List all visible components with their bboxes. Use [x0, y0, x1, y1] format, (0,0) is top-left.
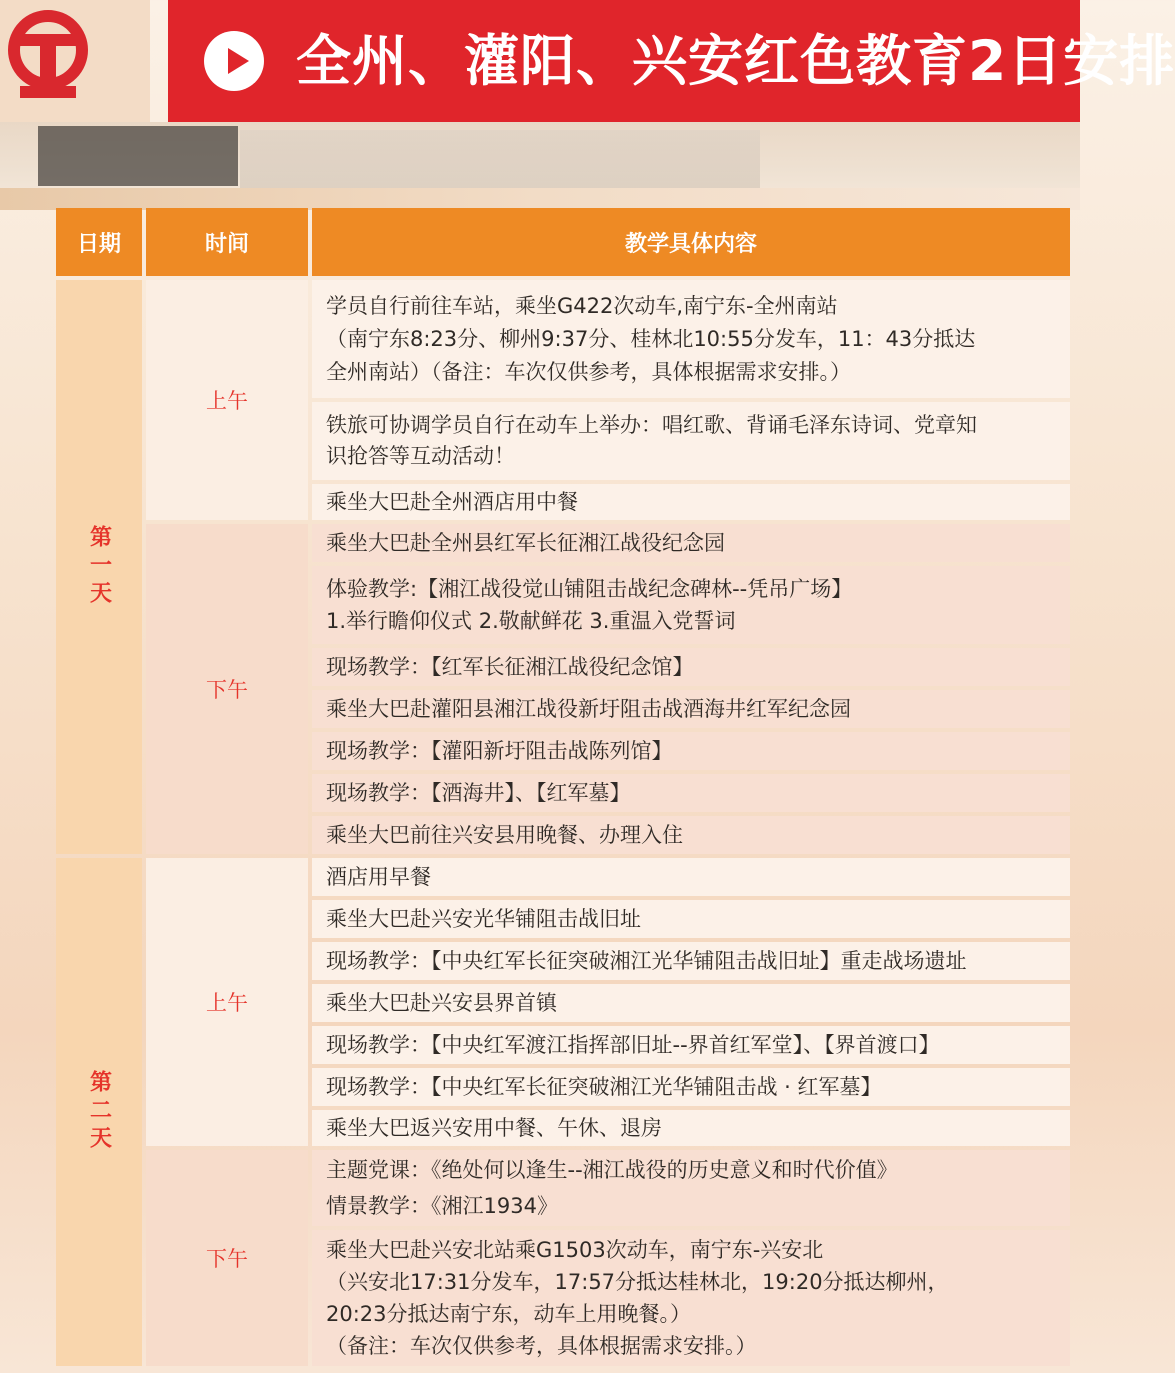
row-text: 现场教学：【酒海井】、【红军墓】: [326, 780, 631, 805]
schedule-row: [312, 942, 1070, 980]
monument-board-image: [38, 126, 238, 186]
header-content: 教学具体内容: [312, 208, 1070, 276]
row-text: 1.举行瞻仰仪式 2.敬献鲜花 3.重温入党誓词: [326, 609, 736, 633]
day-2-afternoon-label: 下午: [146, 1150, 308, 1366]
ground-image: [0, 188, 1080, 210]
schedule-row: [312, 524, 1070, 562]
day-1-afternoon-label: 下午: [146, 524, 308, 854]
header-date: 日期: [56, 208, 142, 276]
schedule-row: [312, 774, 1070, 812]
railway-emblem-icon: [6, 8, 98, 108]
row-text: （南宁东8:23分、柳州9:37分、桂林北10:55分发车，11：43分抵达: [326, 326, 976, 351]
day-1-morning-label: 上午: [146, 280, 308, 520]
header-time: 时间: [146, 208, 308, 276]
schedule-row: [312, 280, 1070, 398]
day-2-label: 第二天: [56, 858, 142, 1366]
schedule-row: [312, 732, 1070, 770]
row-text: 现场教学：【灌阳新圩阻击战陈列馆】: [326, 738, 673, 763]
row-text: 酒店用早餐: [326, 864, 431, 889]
row-text: 乘坐大巴赴兴安县界首镇: [326, 990, 557, 1015]
row-text: 主题党课：《绝处何以逢生--湘江战役的历史意义和时代价值》: [326, 1158, 898, 1182]
schedule-row: [312, 900, 1070, 938]
play-icon: [204, 31, 264, 91]
schedule-row: [312, 690, 1070, 728]
page-title: 全州、灌阳、兴安红色教育2日安排: [296, 29, 1175, 93]
row-text: 情景教学：《湘江1934》: [326, 1194, 558, 1218]
row-text: 乘坐大巴赴全州酒店用中餐: [326, 489, 578, 514]
row-text: 铁旅可协调学员自行在动车上举办：唱红歌、背诵毛泽东诗词、党章知: [326, 413, 977, 437]
schedule-row: [312, 402, 1070, 480]
row-text: 现场教学：【中央红军渡江指挥部旧址--界首红军堂】、【界首渡口】: [326, 1032, 940, 1057]
row-text: 体验教学:【湘江战役觉山铺阻击战纪念碑林--凭吊广场】: [326, 577, 853, 601]
schedule-row: [312, 484, 1070, 520]
day-1-label: 第一天: [56, 280, 142, 854]
row-text: 乘坐大巴前往兴安县用晚餐、办理入住: [326, 822, 683, 847]
row-text: 乘坐大巴赴灌阳县湘江战役新圩阻击战酒海井红军纪念园: [326, 696, 851, 721]
title-banner: [168, 0, 1175, 122]
row-text: 现场教学：【中央红军长征突破湘江光华铺阻击战旧址】重走战场遗址: [326, 948, 967, 973]
row-text: 学员自行前往车站，乘坐G422次动车,南宁东-全州南站: [326, 293, 838, 318]
railway-logo: [0, 0, 150, 122]
schedule-row: [312, 816, 1070, 854]
row-text: 全州南站）（备注：车次仅供参考，具体根据需求安排。）: [326, 359, 851, 384]
schedule-row: [312, 1230, 1070, 1366]
row-text: 现场教学：【红军长征湘江战役纪念馆】: [326, 654, 694, 679]
schedule-row: [312, 566, 1070, 644]
schedule-row: [312, 1110, 1070, 1146]
row-text: 乘坐大巴赴全州县红军长征湘江战役纪念园: [326, 530, 725, 555]
row-text: 20:23分抵达南宁东，动车上用晚餐。）: [326, 1302, 692, 1326]
row-text: 识抢答等互动活动！: [326, 444, 515, 468]
row-text: （兴安北17:31分发车，17:57分抵达桂林北，19:20分抵达柳州，: [326, 1270, 949, 1294]
row-text: 乘坐大巴赴兴安北站乘G1503次动车，南宁东-兴安北: [326, 1238, 824, 1262]
schedule-row: [312, 648, 1070, 686]
schedule-row: [312, 984, 1070, 1022]
row-text: 乘坐大巴返兴安用中餐、午休、退房: [326, 1115, 662, 1140]
row-text: 现场教学：【中央红军长征突破湘江光华铺阻击战 · 红军墓】: [326, 1074, 882, 1099]
row-text: 乘坐大巴赴兴安光华铺阻击战旧址: [326, 906, 641, 931]
schedule-row: [312, 858, 1070, 896]
background-photo: [0, 122, 1080, 210]
row-text: （备注：车次仅供参考，具体根据需求安排。）: [326, 1334, 757, 1358]
schedule-row: [312, 1026, 1070, 1064]
schedule-row: [312, 1150, 1070, 1226]
day-2-morning-label: 上午: [146, 858, 308, 1146]
schedule-row: [312, 1068, 1070, 1106]
